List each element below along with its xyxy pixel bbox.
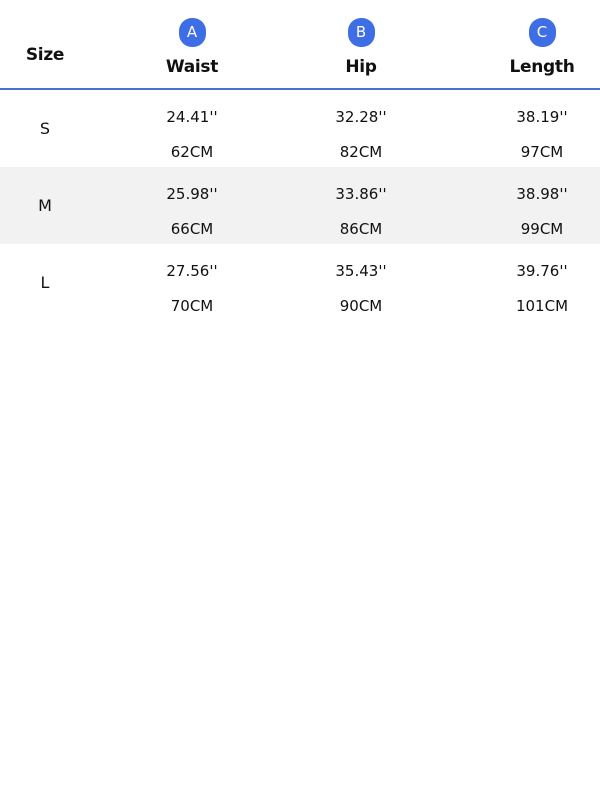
hip-inches: 35.43'' bbox=[335, 262, 387, 280]
waist-label: Waist bbox=[165, 57, 219, 77]
length-cm: 97CM bbox=[520, 143, 564, 161]
size-column-header: Size bbox=[25, 45, 65, 65]
length-label: Length bbox=[509, 57, 575, 77]
table-row-l bbox=[0, 244, 600, 321]
hip-badge: B bbox=[348, 18, 375, 47]
length-badge: C bbox=[529, 18, 556, 47]
size-cell: L bbox=[40, 273, 50, 292]
length-inches: 38.98'' bbox=[516, 185, 568, 203]
length-inches: 38.19'' bbox=[516, 108, 568, 126]
waist-inches: 24.41'' bbox=[166, 108, 218, 126]
length-cm: 99CM bbox=[520, 220, 564, 238]
waist-inches: 25.98'' bbox=[166, 185, 218, 203]
size-chart-header bbox=[0, 0, 600, 90]
hip-inches: 32.28'' bbox=[335, 108, 387, 126]
table-row-s bbox=[0, 90, 600, 167]
waist-cm: 70CM bbox=[170, 297, 214, 315]
table-row-m bbox=[0, 167, 600, 244]
size-cell: M bbox=[38, 196, 52, 215]
hip-inches: 33.86'' bbox=[335, 185, 387, 203]
hip-column-header bbox=[301, 0, 421, 77]
hip-cm: 90CM bbox=[339, 297, 383, 315]
waist-inches: 27.56'' bbox=[166, 262, 218, 280]
length-column-header bbox=[482, 0, 600, 77]
hip-cm: 86CM bbox=[339, 220, 383, 238]
hip-label: Hip bbox=[345, 57, 377, 77]
waist-cm: 62CM bbox=[170, 143, 214, 161]
waist-column-header bbox=[132, 0, 252, 77]
size-cell: S bbox=[39, 119, 51, 138]
hip-cm: 82CM bbox=[339, 143, 383, 161]
length-inches: 39.76'' bbox=[516, 262, 568, 280]
waist-badge: A bbox=[179, 18, 206, 47]
length-cm: 101CM bbox=[515, 297, 569, 315]
waist-cm: 66CM bbox=[170, 220, 214, 238]
